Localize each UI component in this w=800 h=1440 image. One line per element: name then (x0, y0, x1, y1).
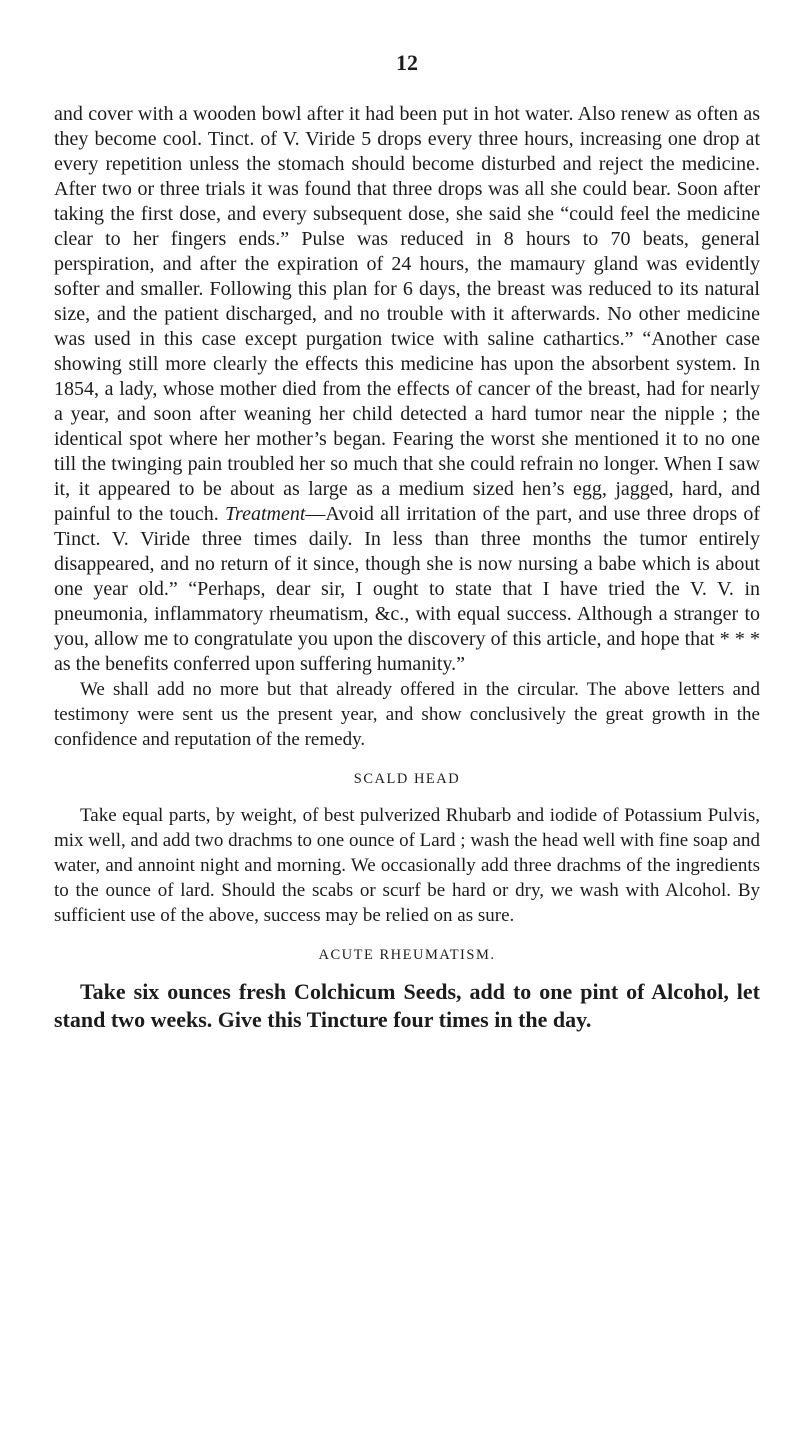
letter-text: and cover with a wooden bowl after it had been put in hot water. Also renew as often as they become cool. Tinct. of V. Viride 5 drops every three hours, increasing one drop at every repetition unless the stomach should become disturbed and reject the medicine. After two or three trials it was found that three drops was all she could bear. Soon after taking the first dose, and every subsequent dose, she said she “could feel the medicine clear to her fingers ends.” Pulse was reduced in 8 hours to 70 beats, general perspiration, and after the expiration of 24 hours, the mamaury gland was evidently softer and smaller. Following this plan for 6 days, the breast was reduced to its natural size, and the patient discharged, and no trouble with it afterwards. No other medicine was used in this case except purgation twice with saline cathartics.” “Another case showing still more clearly the effects this medicine has upon the absorbent system. In 1854, a lady, whose mother died from the effects of cancer of the breast, had for nearly a year, and soon after weaning her child detected a hard tumor near the nipple ; the identical spot where her mother’s began. Fearing the worst she mentioned it to no one till the twinging pain troubled her so much that she could refrain no longer. When I saw it, it appeared to be about as large as a medium sized hen’s egg, jagged, hard, and painful to the touch. (54, 103, 760, 525)
page-number: 12 (396, 50, 418, 75)
treatment-label: Treatment (225, 503, 306, 525)
book-page (54, 52, 760, 1033)
body-paragraph-letter (54, 102, 760, 677)
section-heading-acute-rheumatism: ACUTE RHEUMATISM. (318, 946, 496, 963)
section-text-scald-head: Take equal parts, by weight, of best pulverized Rhubarb and iodide of Potassium Pulvis, mix well, and add two drachms to one ounce of Lard ; wash the head well with fine soap and water, and annoint night and morning. We occasionally add three drachms of the ingredients to the ounce of lard. Should the scabs or scurf be hard or dry, we wash with Alcohol. By sufficient use of the above, success may be relied on as sure. (54, 804, 760, 926)
letter-text-continued: —Avoid all irritation of the part, and use three drops of Tinct. V. Viride three times daily. In less than three months the tumor entirely disappeared, and no return of it since, though she is now nursing a babe which is about one year old.” “Perhaps, dear sir, I ought to state that I have tried the V. V. in pneumonia, inflammatory rheumatism, &c., with equal success. Although a stranger to you, allow me to congratulate you upon the discovery of this article, and hope that * * * as the benefits conferred upon suffering humanity.” (54, 503, 760, 675)
body-paragraph-conclusion: We shall add no more but that already offered in the circular. The above letters and testimony were sent us the present year, and show conclusively the great growth in the confidence and reputation of the remedy. (54, 679, 760, 750)
section-text-acute-rheumatism: Take six ounces fresh Colchicum Seeds, add to one pint of Alcohol, let stand two weeks. Give this Tincture four times in the day. (54, 979, 760, 1032)
section-heading-scald-head: SCALD HEAD (353, 771, 461, 787)
